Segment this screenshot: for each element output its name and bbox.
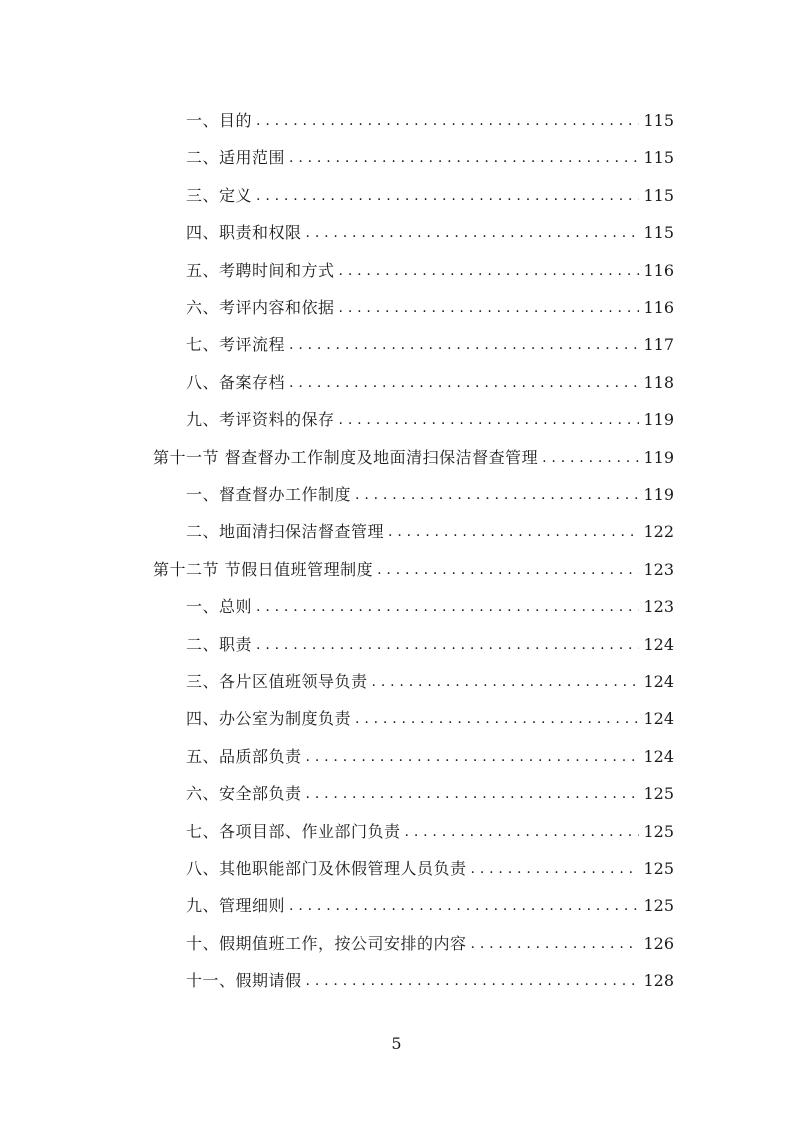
- toc-entry-label: 三、各片区值班领导负责: [186, 672, 368, 691]
- toc-entry-label: 六、安全部负责: [186, 784, 302, 804]
- toc-entry-label: 七、考评流程: [186, 335, 286, 355]
- toc-entry-page: 119: [643, 447, 674, 467]
- toc-section-entry[interactable]: [153, 550, 674, 580]
- toc-entry-page: 124: [643, 672, 674, 691]
- toc-entry-label: 第十一节 督查督办工作制度及地面清扫保洁督查管理: [153, 447, 539, 467]
- toc-entry-page: 124: [643, 746, 674, 766]
- toc-entry-label: 一、督查督办工作制度: [186, 485, 352, 504]
- toc-dot-leader: [355, 485, 639, 505]
- toc-entry[interactable]: [186, 961, 674, 991]
- toc-entry-label: 九、管理细则: [186, 896, 286, 916]
- toc-dot-leader: [471, 859, 640, 879]
- toc-section-entry[interactable]: [153, 438, 674, 468]
- toc-entry-page: 115: [643, 185, 674, 205]
- toc-entry-page: 115: [643, 111, 674, 130]
- toc-entry-label: 四、办公室为制度负责: [186, 709, 352, 729]
- toc-dot-leader: [289, 148, 639, 168]
- toc-entry[interactable]: [186, 924, 674, 954]
- toc-entry-page: 123: [643, 559, 674, 579]
- toc-dot-leader: [355, 709, 639, 729]
- toc-entry-page: 126: [643, 933, 674, 953]
- toc-entry-page: 119: [643, 410, 674, 430]
- toc-entry-label: 六、考评内容和依据: [186, 298, 335, 317]
- toc-entry[interactable]: [186, 288, 674, 318]
- toc-entry[interactable]: [186, 512, 674, 542]
- toc-dot-leader: [256, 597, 639, 617]
- toc-entry-label: 八、备案存档: [186, 372, 286, 392]
- toc-entry-label: 三、定义: [186, 185, 253, 205]
- toc-dot-leader: [471, 934, 640, 954]
- toc-entry-page: 115: [643, 223, 674, 243]
- toc-entry[interactable]: [186, 737, 674, 767]
- toc-dot-leader: [256, 635, 639, 655]
- toc-entry[interactable]: [186, 325, 674, 355]
- toc-entry-page: 117: [643, 335, 674, 355]
- toc-entry[interactable]: [186, 699, 674, 729]
- toc-entry[interactable]: [186, 363, 674, 393]
- toc-entry[interactable]: [186, 812, 674, 842]
- toc-entry-page: 128: [643, 971, 674, 991]
- toc-entry-label: 二、职责: [186, 634, 253, 654]
- toc-dot-leader: [306, 223, 640, 243]
- toc-dot-leader: [306, 784, 640, 804]
- toc-entry-page: 124: [643, 709, 674, 729]
- toc-entry[interactable]: [186, 587, 674, 617]
- toc-dot-leader: [372, 672, 640, 692]
- toc-entry[interactable]: [186, 849, 674, 879]
- toc-dot-leader: [388, 522, 639, 542]
- toc-dot-leader: [289, 373, 639, 393]
- toc-entry[interactable]: [186, 138, 674, 168]
- toc-entry-page: 125: [643, 896, 674, 916]
- toc-entry-page: 119: [643, 485, 674, 504]
- toc-entry-page: 125: [643, 859, 674, 878]
- toc-entry-label: 五、品质部负责: [186, 746, 302, 766]
- toc-entry-page: 122: [643, 522, 674, 542]
- toc-entry-label: 五、考聘时间和方式: [186, 260, 335, 280]
- toc-entry-page: 124: [643, 634, 674, 654]
- toc-entry[interactable]: [186, 886, 674, 916]
- toc-entry[interactable]: [186, 101, 674, 131]
- toc-entry[interactable]: [186, 625, 674, 655]
- toc-entry[interactable]: [186, 475, 674, 505]
- toc-entry-label: 一、目的: [186, 111, 253, 130]
- toc-entry-page: 115: [643, 148, 674, 168]
- toc-entry-label: 第十二节 节假日值班管理制度: [153, 559, 374, 579]
- toc-entry[interactable]: [186, 251, 674, 281]
- toc-dot-leader: [377, 560, 639, 580]
- toc-entry-page: 116: [643, 298, 674, 317]
- toc-dot-leader: [256, 111, 639, 131]
- toc-dot-leader: [256, 186, 639, 206]
- toc-dot-leader: [405, 822, 640, 842]
- toc-entry-label: 七、各项目部、作业部门负责: [186, 821, 401, 841]
- toc-entry-label: 二、适用范围: [186, 148, 286, 168]
- toc-entry-page: 125: [643, 784, 674, 804]
- toc-entry[interactable]: [186, 176, 674, 206]
- toc-entry-page: 125: [643, 821, 674, 841]
- toc-entry-page: 116: [643, 260, 674, 280]
- toc-dot-leader: [339, 298, 640, 318]
- toc-dot-leader: [542, 448, 639, 468]
- toc-entry[interactable]: [186, 400, 674, 430]
- toc-entry-label: 二、地面清扫保洁督查管理: [186, 522, 385, 542]
- page-number: 5: [391, 1034, 402, 1053]
- toc-entry[interactable]: [186, 213, 674, 243]
- toc-entry-label: 九、考评资料的保存: [186, 410, 335, 430]
- toc-entry[interactable]: [186, 774, 674, 804]
- toc-entry-label: 十一、假期请假: [186, 971, 302, 991]
- toc-dot-leader: [306, 971, 640, 991]
- toc-entry-label: 八、其他职能部门及休假管理人员负责: [186, 859, 467, 878]
- toc-entry-page: 123: [643, 597, 674, 617]
- toc-dot-leader: [339, 410, 640, 430]
- toc-dot-leader: [339, 261, 640, 281]
- toc-entry[interactable]: [186, 662, 674, 692]
- toc-entry-page: 118: [643, 372, 674, 392]
- toc-entry-label: 一、总则: [186, 597, 253, 617]
- toc-entry-label: 十、假期值班工作，按公司安排的内容: [186, 933, 467, 953]
- toc-dot-leader: [306, 747, 640, 767]
- toc-dot-leader: [289, 896, 639, 916]
- toc-entry-label: 四、职责和权限: [186, 223, 302, 243]
- toc-dot-leader: [289, 335, 639, 355]
